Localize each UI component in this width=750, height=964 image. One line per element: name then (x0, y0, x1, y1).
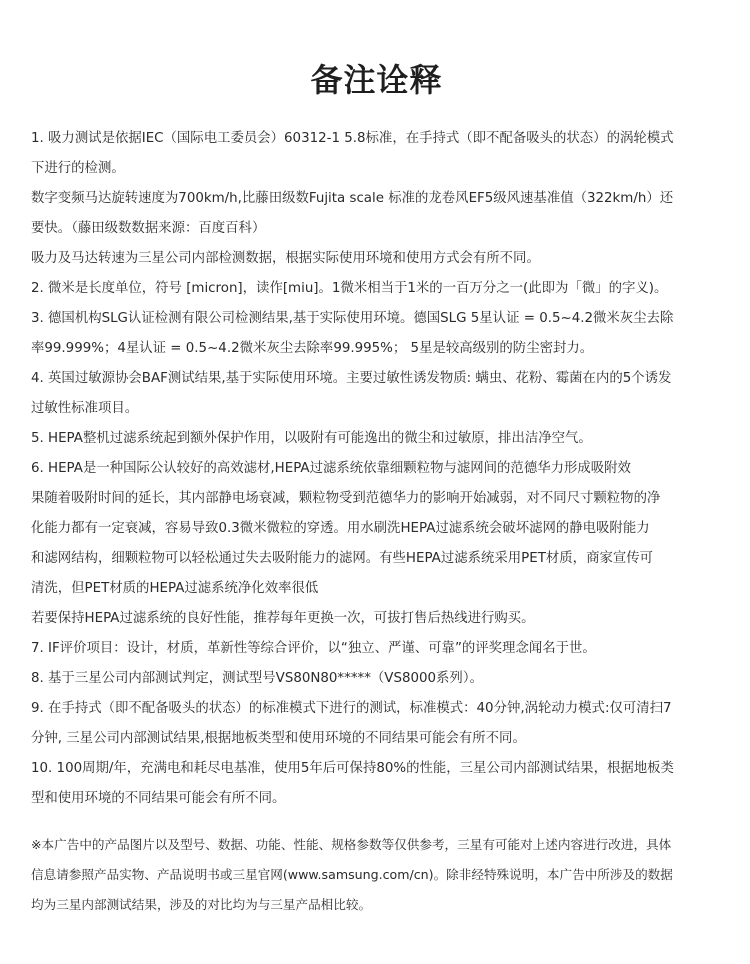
note-line: 10. 100周期/年，充满电和耗尽电基准，使用5年后可保持80%的性能，三星公司内部测试结果，根据地板类 (31, 761, 674, 776)
note-line: 数字变频马达旋转速度为700km/h,比藤田级数Fujita scale 标准的龙卷风EF5级风速基准值（322km/h）还 (31, 191, 674, 206)
disclaimer (31, 830, 722, 920)
note-line: 下进行的检测。 (31, 161, 125, 176)
note-line: 4. 英国过敏源协会BAF测试结果,基于实际使用环境。主要过敏性诱发物质: 螨虫、花粉、霉菌在内的5个诱发 (31, 371, 672, 386)
note-line: 过敏性标准项目。 (31, 401, 139, 416)
page-title: 备注诠释 (310, 61, 443, 99)
note-line: 2. 微米是长度单位，符号 [micron]，读作[miu]。1微米相当于1米的一百万分之一(此即为「微」的字义)。 (31, 281, 668, 296)
note-line: 5. HEPA整机过滤系统起到额外保护作用，以吸附有可能逸出的微尘和过敏原，排出洁净空气。 (31, 431, 592, 446)
notes-body (31, 124, 722, 814)
note-line: 果随着吸附时间的延长，其内部静电场衰减，颗粒物受到范德华力的影响开始减弱，对不同尺寸颗粒物的净 (31, 491, 661, 506)
note-line: 7. IF评价项目：设计，材质，革新性等综合评价，以“独立、严谨、可靠”的评奖理念闻名于世。 (31, 641, 596, 656)
note-line: 清洗，但PET材质的HEPA过滤系统净化效率很低 (31, 581, 319, 596)
disclaimer-line: 信息请参照产品实物、产品说明书或三星官网(www.samsung.com/cn)。除非经特殊说明，本广告中所涉及的数据 (31, 867, 673, 882)
note-line: 型和使用环境的不同结果可能会有所不同。 (31, 791, 286, 806)
disclaimer-line: 均为三星内部测试结果，涉及的对比均为与三星产品相比较。 (31, 897, 372, 912)
note-line: 率99.999%；4星认证 = 0.5~4.2微米灰尘去除率99.995%； 5星是较高级别的防尘密封力。 (31, 341, 594, 356)
note-line: 8. 基于三星公司内部测试判定，测试型号VS80N80*****（VS8000系列）。 (31, 671, 483, 686)
note-line: 9. 在手持式（即不配备吸头的状态）的标准模式下进行的测试，标准模式：40分钟,涡轮动力模式:仅可清扫7 (31, 701, 672, 716)
note-line: 3. 德国机构SLG认证检测有限公司检测结果,基于实际使用环境。德国SLG 5星认证 = 0.5~4.2微米灰尘去除 (31, 311, 674, 326)
note-line: 1. 吸力测试是依据IEC（国际电工委员会）60312-1 5.8标准，在手持式（即不配备吸头的状态）的涡轮模式 (31, 131, 674, 146)
note-line: 和滤网结构，细颗粒物可以轻松通过失去吸附能力的滤网。有些HEPA过滤系统采用PET材质，商家宣传可 (31, 551, 654, 566)
note-line: 要快。（藤田级数数据来源：百度百科） (31, 221, 266, 236)
note-line: 分钟, 三星公司内部测试结果,根据地板类型和使用环境的不同结果可能会有所不同。 (31, 731, 526, 746)
note-line: 6. HEPA是一种国际公认较好的高效滤材,HEPA过滤系统依靠细颗粒物与滤网间的范德华力形成吸附效 (31, 461, 631, 476)
note-line: 化能力都有一定衰减，容易导致0.3微米微粒的穿透。用水刷洗HEPA过滤系统会破坏滤网的静电吸附能力 (31, 521, 650, 536)
note-line: 吸力及马达转速为三星公司内部检测数据，根据实际使用环境和使用方式会有所不同。 (31, 251, 540, 266)
disclaimer-line: ※本广告中的产品图片以及型号、数据、功能、性能、规格参数等仅供参考，三星有可能对上述内容进行改进，具体 (31, 837, 672, 852)
note-line: 若要保持HEPA过滤系统的良好性能，推荐每年更换一次，可拔打售后热线进行购买。 (31, 611, 535, 626)
